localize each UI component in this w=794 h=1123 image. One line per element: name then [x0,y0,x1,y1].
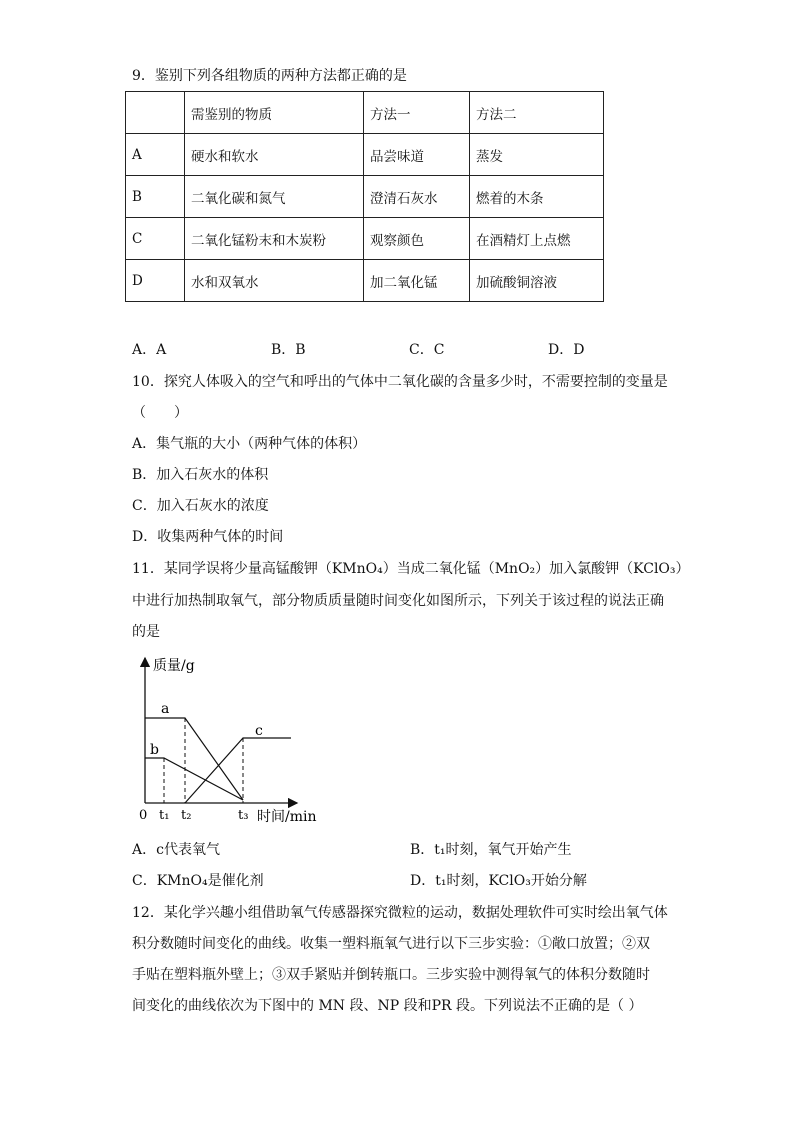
table-row [126,176,604,218]
table-cell [126,92,185,134]
table-cell: 二氧化锰粉末和木炭粉 [185,218,364,260]
curve-a [145,718,243,800]
table-cell: 蒸发 [470,134,604,176]
table-cell: 燃着的木条 [470,176,604,218]
q9-option-b[interactable]: B．B [271,342,306,358]
tick-label-t1: t₁ [159,808,170,823]
tick-label-t3: t₃ [238,808,249,823]
q9-option-a[interactable]: A．A [132,342,167,358]
table-cell: C [126,218,185,260]
q10-stem-line1: 10．探究人体吸入的空气和呼出的气体中二氧化碳的含量多少时，不需要控制的变量是 [132,374,668,390]
table-cell: 二氧化碳和氮气 [185,176,364,218]
x-axis-label: 时间/min [257,809,317,825]
y-axis-label: 质量/g [153,658,195,674]
curve-label-c: c [255,723,263,739]
origin-label: 0 [139,808,148,823]
q11-option-a[interactable]: A．c代表氧气 [132,842,220,858]
table-cell: A [126,134,185,176]
table-cell: 方法二 [470,92,604,134]
q11-mass-time-graph [125,650,335,830]
q9-option-d[interactable]: D．D [548,342,585,358]
q10-option-b[interactable]: B．加入石灰水的体积 [132,467,269,483]
table-row [126,134,604,176]
table-cell: 需鉴别的物质 [185,92,364,134]
table-cell: 加硫酸铜溶液 [470,260,604,302]
table-cell: 水和双氧水 [185,260,364,302]
curve-label-a: a [161,701,170,717]
tick-label-t2: t₂ [181,808,192,823]
table-cell: 品尝味道 [364,134,470,176]
q10-stem-line2: （ ） [132,405,188,421]
table-cell: 澄清石灰水 [364,176,470,218]
q11-stem-line2: 中进行加热制取氧气，部分物质质量随时间变化如图所示，下列关于该过程的说法正确 [132,593,664,609]
table-cell: 在酒精灯上点燃 [470,218,604,260]
table-cell: 加二氧化锰 [364,260,470,302]
q10-option-d[interactable]: D．收集两种气体的时间 [132,529,284,545]
table-cell: 观察颜色 [364,218,470,260]
q9-stem: 9．鉴别下列各组物质的两种方法都正确的是 [132,68,407,84]
table-cell: B [126,176,185,218]
q11-option-d[interactable]: D．t₁时刻，KClO₃开始分解 [410,873,587,889]
q9-option-c[interactable]: C．C [409,342,445,358]
table-cell: 硬水和软水 [185,134,364,176]
q11-stem-line1: 11．某同学误将少量高锰酸钾（KMnO₄）当成二氧化锰（MnO₂）加入氯酸钾（KClO₃） [132,561,690,577]
table-row [126,260,604,302]
q12-stem-line3: 手贴在塑料瓶外壁上；③双手紧贴并倒转瓶口。三步实验中测得氧气的体积分数随时 [132,967,650,983]
q10-option-a[interactable]: A．集气瓶的大小（两种气体的体积） [132,436,367,452]
table-cell: 方法一 [364,92,470,134]
q9-table [125,91,604,302]
q10-option-c[interactable]: C．加入石灰水的浓度 [132,498,269,514]
q11-option-c[interactable]: C．KMnO₄是催化剂 [132,873,264,889]
q11-stem-line3: 的是 [132,624,160,640]
table-row [126,218,604,260]
q12-stem-line4: 间变化的曲线依次为下图中的 MN 段、NP 段和PR 段。下列说法不正确的是（ ） [132,998,643,1014]
table-cell: D [126,260,185,302]
q12-stem-line1: 12．某化学兴趣小组借助氧气传感器探究微粒的运动，数据处理软件可实时绘出氧气体 [132,905,668,921]
q12-stem-line2: 积分数随时间变化的曲线。收集一塑料瓶氧气进行以下三步实验：①敞口放置；②双 [132,936,650,952]
table-header-row [126,92,604,134]
q11-option-b[interactable]: B．t₁时刻，氧气开始产生 [410,842,572,858]
curve-label-b: b [150,742,159,758]
